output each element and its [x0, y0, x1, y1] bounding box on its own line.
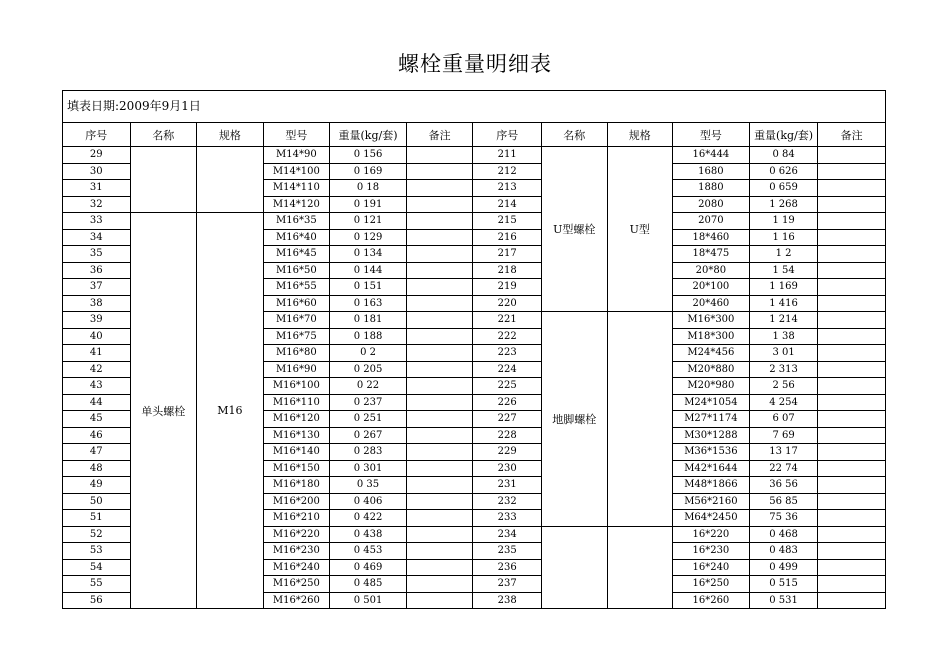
weight-cell: 0 237	[330, 394, 407, 411]
model-cell: M30*1288	[673, 427, 750, 444]
row-number: 31	[63, 180, 131, 197]
remark-cell	[818, 526, 886, 543]
row-number: 38	[63, 295, 131, 312]
remark-cell	[406, 394, 473, 411]
remark-cell	[818, 345, 886, 362]
remark-cell	[818, 180, 886, 197]
remark-cell	[818, 246, 886, 263]
header-cell: 序号	[63, 123, 131, 147]
model-cell: 20*80	[673, 262, 750, 279]
remark-cell	[406, 213, 473, 230]
remark-cell	[406, 378, 473, 395]
remark-cell	[818, 493, 886, 510]
weight-cell: 1 416	[749, 295, 818, 312]
row-number: 45	[63, 411, 131, 428]
weight-cell: 0 121	[330, 213, 407, 230]
bolt-name-cell: 单头螺栓	[130, 213, 197, 609]
weight-cell: 0 468	[749, 526, 818, 543]
model-cell: M16*100	[263, 378, 330, 395]
row-number: 42	[63, 361, 131, 378]
row-number: 43	[63, 378, 131, 395]
weight-cell: 1 169	[749, 279, 818, 296]
model-cell: M48*1866	[673, 477, 750, 494]
weight-cell: 4 254	[749, 394, 818, 411]
weight-cell: 1 2	[749, 246, 818, 263]
row-number: 228	[473, 427, 542, 444]
weight-cell: 0 84	[749, 147, 818, 164]
model-cell: M16*75	[263, 328, 330, 345]
row-number: 54	[63, 559, 131, 576]
row-number: 40	[63, 328, 131, 345]
remark-cell	[406, 345, 473, 362]
model-cell: 16*230	[673, 543, 750, 560]
remark-cell	[818, 576, 886, 593]
weight-cell: 0 191	[330, 196, 407, 213]
weight-cell: 0 205	[330, 361, 407, 378]
remark-cell	[406, 361, 473, 378]
table-row	[63, 147, 886, 164]
row-number: 44	[63, 394, 131, 411]
remark-cell	[406, 543, 473, 560]
remark-cell	[406, 444, 473, 461]
weight-cell: 0 283	[330, 444, 407, 461]
remark-cell	[818, 394, 886, 411]
model-cell: M16*80	[263, 345, 330, 362]
weight-cell: 0 169	[330, 163, 407, 180]
model-cell: M16*120	[263, 411, 330, 428]
weight-cell: 0 2	[330, 345, 407, 362]
model-cell: M16*180	[263, 477, 330, 494]
header-cell: 序号	[473, 123, 542, 147]
row-number: 49	[63, 477, 131, 494]
weight-cell: 2 313	[749, 361, 818, 378]
row-number: 236	[473, 559, 542, 576]
weight-cell: 0 626	[749, 163, 818, 180]
remark-cell	[818, 361, 886, 378]
model-cell: M16*300	[673, 312, 750, 329]
model-cell: 1880	[673, 180, 750, 197]
row-number: 216	[473, 229, 542, 246]
remark-cell	[406, 312, 473, 329]
remark-cell	[406, 180, 473, 197]
remark-cell	[406, 229, 473, 246]
header-cell: 型号	[263, 123, 330, 147]
weight-cell: 1 38	[749, 328, 818, 345]
weight-cell: 75 36	[749, 510, 818, 527]
remark-cell	[406, 493, 473, 510]
remark-cell	[818, 229, 886, 246]
table-row	[63, 213, 886, 230]
row-number: 231	[473, 477, 542, 494]
header-cell: 名称	[542, 123, 608, 147]
row-number: 232	[473, 493, 542, 510]
model-cell: M42*1644	[673, 460, 750, 477]
header-cell: 规格	[197, 123, 264, 147]
remark-cell	[818, 477, 886, 494]
model-cell: 16*240	[673, 559, 750, 576]
weight-cell: 0 151	[330, 279, 407, 296]
remark-cell	[818, 147, 886, 164]
model-cell: 18*475	[673, 246, 750, 263]
bolt-name-cell: U型螺栓	[542, 147, 608, 312]
model-cell: M18*300	[673, 328, 750, 345]
remark-cell	[406, 576, 473, 593]
model-cell: M24*456	[673, 345, 750, 362]
remark-cell	[818, 444, 886, 461]
row-number: 221	[473, 312, 542, 329]
remark-cell	[818, 510, 886, 527]
bolt-weight-table	[62, 122, 886, 609]
row-number: 220	[473, 295, 542, 312]
row-number: 234	[473, 526, 542, 543]
model-cell: M20*880	[673, 361, 750, 378]
row-number: 32	[63, 196, 131, 213]
row-number: 52	[63, 526, 131, 543]
row-number: 229	[473, 444, 542, 461]
weight-cell: 0 469	[330, 559, 407, 576]
header-cell: 名称	[130, 123, 197, 147]
weight-cell: 0 134	[330, 246, 407, 263]
remark-cell	[406, 295, 473, 312]
remark-cell	[406, 328, 473, 345]
model-cell: M16*250	[263, 576, 330, 593]
remark-cell	[406, 427, 473, 444]
model-cell: 16*250	[673, 576, 750, 593]
bolt-name-cell: 地脚螺栓	[542, 312, 608, 527]
weight-cell: 7 69	[749, 427, 818, 444]
row-number: 223	[473, 345, 542, 362]
header-cell: 备注	[406, 123, 473, 147]
remark-cell	[818, 460, 886, 477]
model-cell: M16*210	[263, 510, 330, 527]
remark-cell	[406, 196, 473, 213]
row-number: 50	[63, 493, 131, 510]
model-cell: M16*70	[263, 312, 330, 329]
remark-cell	[406, 559, 473, 576]
weight-cell: 0 515	[749, 576, 818, 593]
remark-cell	[818, 295, 886, 312]
model-cell: 2070	[673, 213, 750, 230]
model-cell: M16*40	[263, 229, 330, 246]
header-cell: 备注	[818, 123, 886, 147]
bolt-spec-cell: M16	[197, 213, 264, 609]
model-cell: M16*45	[263, 246, 330, 263]
row-number: 230	[473, 460, 542, 477]
model-cell: M14*100	[263, 163, 330, 180]
weight-cell: 0 22	[330, 378, 407, 395]
remark-cell	[818, 543, 886, 560]
row-number: 237	[473, 576, 542, 593]
remark-cell	[406, 460, 473, 477]
remark-cell	[406, 163, 473, 180]
weight-cell: 0 163	[330, 295, 407, 312]
model-cell: M16*60	[263, 295, 330, 312]
model-cell: M16*50	[263, 262, 330, 279]
remark-cell	[406, 411, 473, 428]
weight-cell: 0 485	[330, 576, 407, 593]
remark-cell	[818, 312, 886, 329]
row-number: 213	[473, 180, 542, 197]
weight-cell: 13 17	[749, 444, 818, 461]
header-cell: 型号	[673, 123, 750, 147]
model-cell: M16*55	[263, 279, 330, 296]
row-number: 29	[63, 147, 131, 164]
header-cell: 重量(kg/套)	[330, 123, 407, 147]
weight-cell: 0 499	[749, 559, 818, 576]
row-number: 235	[473, 543, 542, 560]
bolt-name-cell	[130, 147, 197, 213]
model-cell: M16*35	[263, 213, 330, 230]
model-cell: M14*120	[263, 196, 330, 213]
row-number: 214	[473, 196, 542, 213]
weight-cell: 0 531	[749, 592, 818, 609]
model-cell: 20*460	[673, 295, 750, 312]
model-cell: M16*260	[263, 592, 330, 609]
row-number: 212	[473, 163, 542, 180]
model-cell: M16*220	[263, 526, 330, 543]
row-number: 56	[63, 592, 131, 609]
page-title: 螺栓重量明细表	[398, 52, 552, 76]
model-cell: M16*110	[263, 394, 330, 411]
row-number: 34	[63, 229, 131, 246]
remark-cell	[406, 592, 473, 609]
row-number: 233	[473, 510, 542, 527]
weight-cell: 0 267	[330, 427, 407, 444]
row-number: 35	[63, 246, 131, 263]
row-number: 33	[63, 213, 131, 230]
weight-cell: 6 07	[749, 411, 818, 428]
remark-cell	[818, 328, 886, 345]
weight-cell: 1 214	[749, 312, 818, 329]
model-cell: 1680	[673, 163, 750, 180]
model-cell: 16*220	[673, 526, 750, 543]
row-number: 219	[473, 279, 542, 296]
remark-cell	[818, 378, 886, 395]
bolt-spec-cell	[197, 147, 264, 213]
row-number: 218	[473, 262, 542, 279]
weight-cell: 56 85	[749, 493, 818, 510]
model-cell: M16*90	[263, 361, 330, 378]
header-cell: 重量(kg/套)	[749, 123, 818, 147]
row-number: 30	[63, 163, 131, 180]
weight-cell: 1 16	[749, 229, 818, 246]
row-number: 48	[63, 460, 131, 477]
weight-cell: 1 19	[749, 213, 818, 230]
weight-cell: 0 301	[330, 460, 407, 477]
weight-cell: 0 251	[330, 411, 407, 428]
remark-cell	[818, 213, 886, 230]
weight-cell: 0 181	[330, 312, 407, 329]
model-cell: M27*1174	[673, 411, 750, 428]
model-cell: M14*90	[263, 147, 330, 164]
model-cell: M16*200	[263, 493, 330, 510]
weight-cell: 0 188	[330, 328, 407, 345]
row-number: 46	[63, 427, 131, 444]
row-number: 226	[473, 394, 542, 411]
remark-cell	[406, 477, 473, 494]
weight-cell: 3 01	[749, 345, 818, 362]
weight-cell: 0 144	[330, 262, 407, 279]
remark-cell	[818, 196, 886, 213]
remark-cell	[406, 147, 473, 164]
model-cell: M16*130	[263, 427, 330, 444]
remark-cell	[818, 427, 886, 444]
remark-cell	[406, 262, 473, 279]
model-cell: M16*230	[263, 543, 330, 560]
bolt-spec-cell	[607, 526, 673, 609]
weight-cell: 0 156	[330, 147, 407, 164]
model-cell: M64*2450	[673, 510, 750, 527]
weight-cell: 1 268	[749, 196, 818, 213]
row-number: 238	[473, 592, 542, 609]
row-number: 55	[63, 576, 131, 593]
model-cell: M16*150	[263, 460, 330, 477]
row-number: 53	[63, 543, 131, 560]
remark-cell	[818, 592, 886, 609]
remark-cell	[818, 279, 886, 296]
remark-cell	[406, 526, 473, 543]
weight-cell: 0 18	[330, 180, 407, 197]
weight-cell: 0 453	[330, 543, 407, 560]
model-cell: 18*460	[673, 229, 750, 246]
model-cell: 2080	[673, 196, 750, 213]
weight-cell: 0 483	[749, 543, 818, 560]
model-cell: 16*260	[673, 592, 750, 609]
row-number: 222	[473, 328, 542, 345]
model-cell: M16*140	[263, 444, 330, 461]
row-number: 37	[63, 279, 131, 296]
remark-cell	[818, 559, 886, 576]
row-number: 41	[63, 345, 131, 362]
row-number: 224	[473, 361, 542, 378]
remark-cell	[818, 163, 886, 180]
bolt-spec-cell	[607, 312, 673, 527]
weight-cell: 0 422	[330, 510, 407, 527]
remark-cell	[818, 411, 886, 428]
weight-cell: 0 406	[330, 493, 407, 510]
remark-cell	[818, 262, 886, 279]
model-cell: 20*100	[673, 279, 750, 296]
model-cell: M56*2160	[673, 493, 750, 510]
header-cell: 规格	[607, 123, 673, 147]
model-cell: M24*1054	[673, 394, 750, 411]
row-number: 217	[473, 246, 542, 263]
header-row	[63, 123, 886, 147]
weight-cell: 0 35	[330, 477, 407, 494]
remark-cell	[406, 246, 473, 263]
model-cell: M14*110	[263, 180, 330, 197]
fill-date: 填表日期:2009年9月1日	[62, 90, 886, 122]
model-cell: M16*240	[263, 559, 330, 576]
row-number: 215	[473, 213, 542, 230]
weight-cell: 0 659	[749, 180, 818, 197]
model-cell: M20*980	[673, 378, 750, 395]
model-cell: 16*444	[673, 147, 750, 164]
row-number: 39	[63, 312, 131, 329]
weight-cell: 2 56	[749, 378, 818, 395]
row-number: 225	[473, 378, 542, 395]
weight-cell: 0 438	[330, 526, 407, 543]
remark-cell	[406, 510, 473, 527]
row-number: 47	[63, 444, 131, 461]
weight-cell: 22 74	[749, 460, 818, 477]
weight-cell: 36 56	[749, 477, 818, 494]
weight-cell: 1 54	[749, 262, 818, 279]
row-number: 211	[473, 147, 542, 164]
row-number: 36	[63, 262, 131, 279]
row-number: 227	[473, 411, 542, 428]
remark-cell	[406, 279, 473, 296]
weight-cell: 0 129	[330, 229, 407, 246]
model-cell: M36*1536	[673, 444, 750, 461]
weight-cell: 0 501	[330, 592, 407, 609]
bolt-name-cell	[542, 526, 608, 609]
row-number: 51	[63, 510, 131, 527]
bolt-spec-cell: U型	[607, 147, 673, 312]
